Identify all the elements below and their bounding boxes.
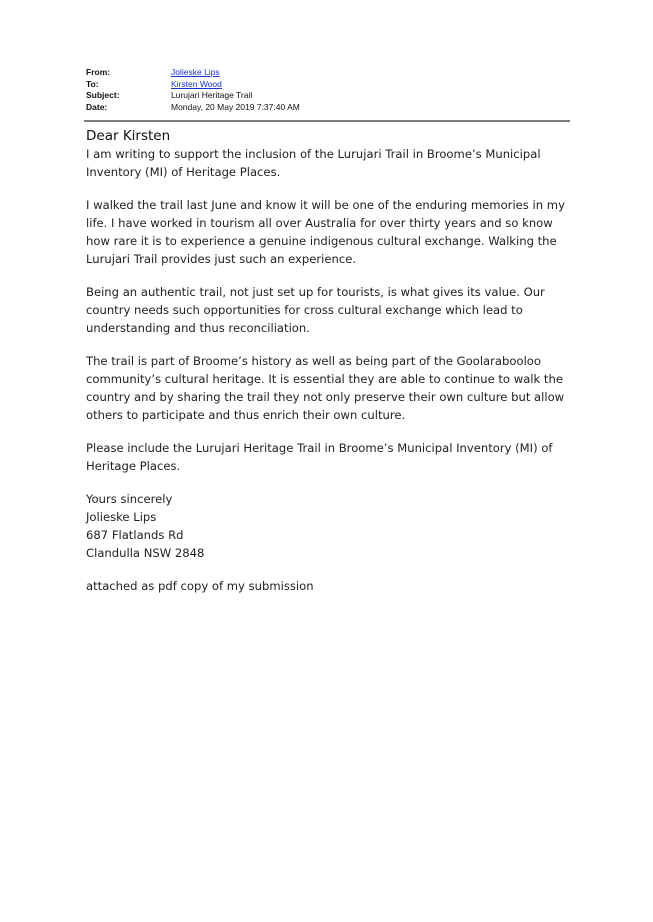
subject-value: Lurujari Heritage Trail	[171, 90, 253, 101]
signature-closing: Yours sincerely	[86, 492, 173, 506]
signature-name: Jolieske Lips	[86, 510, 157, 524]
email-header	[86, 67, 570, 113]
signature-block	[86, 490, 572, 562]
to-label: To:	[86, 78, 99, 89]
signature-town: Clandulla NSW 2848	[86, 546, 205, 560]
greeting: Dear Kirsten	[86, 128, 171, 144]
attachment-note: attached as pdf copy of my submission	[86, 579, 314, 593]
header-subject-row	[86, 90, 570, 102]
signature-street: 687 Flatlands Rd	[86, 528, 184, 542]
from-label: From:	[86, 67, 111, 77]
from-sender-link[interactable]: Jolieske Lips	[171, 67, 220, 77]
to-recipient-link[interactable]: Kirsten Wood	[171, 78, 222, 89]
header-date-row	[86, 102, 570, 114]
body-paragraph: The trail is part of Broome’s history as well as being part of the Goolarabooloo community’s cultural heritage. It is essential they are able to continue to walk the country and by sharing the trail they not only preserve their own culture but allow others to participate and thus enrich their own culture.	[86, 354, 565, 422]
email-body	[86, 127, 572, 610]
body-paragraph: Being an authentic trail, not just set up for tourists, is what gives its value. Our country needs such opportunities for cross cultural exchange which lead to understanding and thus reconciliation.	[86, 285, 545, 335]
body-paragraph: Please include the Lurujari Heritage Trail in Broome’s Municipal Inventory (MI) of Heritage Places.	[86, 441, 553, 473]
date-label: Date:	[86, 101, 108, 112]
subject-label: Subject:	[86, 90, 120, 101]
date-value: Monday, 20 May 2019 7:37:40 AM	[171, 101, 300, 112]
body-paragraph: I am writing to support the inclusion of the Lurujari Trail in Broome’s Municipal Inventory (MI) of Heritage Places.	[86, 147, 541, 179]
header-divider	[84, 120, 570, 122]
header-to-row	[86, 79, 570, 91]
header-from-row	[86, 67, 570, 79]
body-paragraph: I walked the trail last June and know it will be one of the enduring memories in my life. I have worked in tourism all over Australia for over thirty years and so know how rare it is to experience a genuine indigenous cultural exchange. Walking the Lurujari Trail provides just such an experience.	[86, 198, 565, 266]
